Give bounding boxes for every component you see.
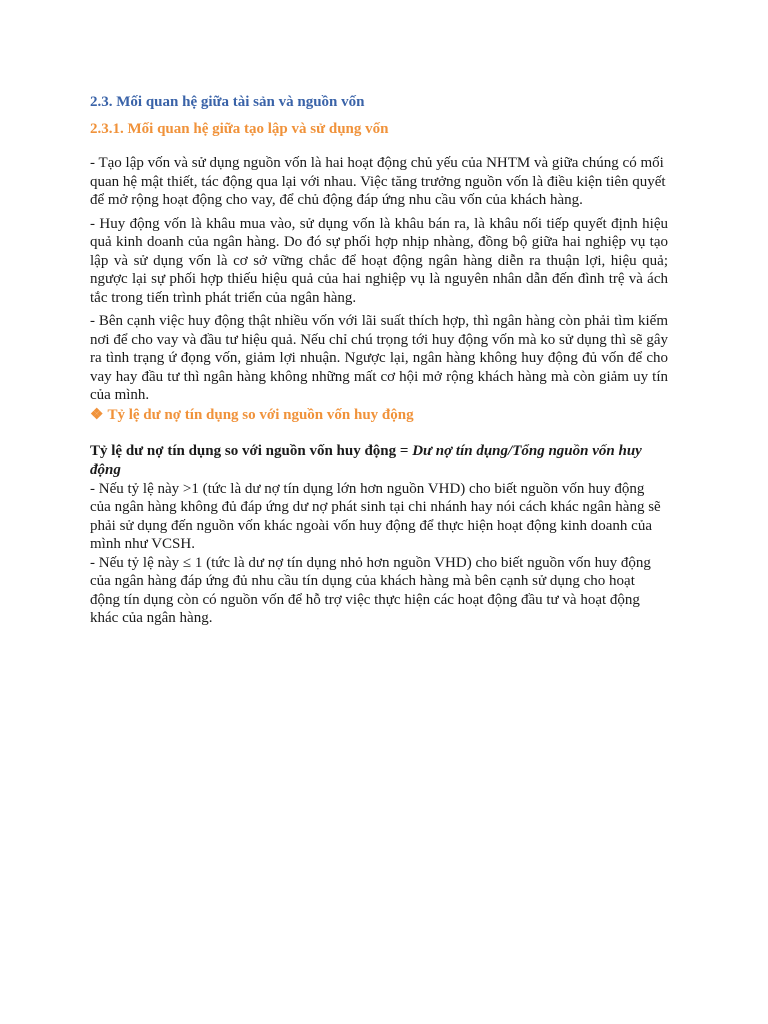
formula-rhs: Dư nợ tín dụng/Tổng nguồn vốn huy động [90,442,642,478]
formula-lhs: Tỷ lệ dư nợ tín dụng so với nguồn vốn huy động = [90,442,413,459]
paragraph-3: - Bên cạnh việc huy động thật nhiều vốn với lãi suất thích hợp, thì ngân hàng còn phải tìm kiếm nơi để cho vay và đầu tư hiệu quả. Nếu chỉ chú trọng tới huy động vốn mà ko sử dụng thì sẽ gây ra tình trạng ứ đọng vốn, giảm lợi nhuận. Ngược lại, ngân hàng không huy động đủ vốn để cho vay hay đầu tư thì ngân hàng không những mất cơ hội mở rộng khách hàng mà còn giảm uy tín của mình. [90,313,668,403]
ratio-formula [90,442,668,480]
document-body [90,92,668,628]
bullet-heading-text: Tỷ lệ dư nợ tín dụng so với nguồn vốn huy động [107,406,414,423]
condition-greater-than-one: - Nếu tỷ lệ này >1 (tức là dư nợ tín dụng lớn hơn nguồn VHD) cho biết nguồn vốn huy động của ngân hàng không đủ đáp ứng dư nợ phát sinh tại chi nhánh hay nói cách khác ngân hàng sẽ phải sử dụng đến nguồn vốn khác ngoài vốn huy động để thực hiện hoạt động kinh doanh của mình như VCSH. [90,480,661,552]
condition-less-or-equal-one: - Nếu tỷ lệ này ≤ 1 (tức là dư nợ tín dụng nhỏ hơn nguồn VHD) cho biết nguồn vốn huy động của ngân hàng đáp ứng đủ nhu cầu tín dụng của khách hàng mà bên cạnh sử dụng cho hoạt động tín dụng còn có nguồn vốn để hỗ trợ việc thực hiện các hoạt động đầu tư và hoạt động khác của ngân hàng. [90,554,651,626]
diamond-bullet-icon: ❖ [90,406,104,423]
section-heading: 2.3. Mối quan hệ giữa tài sản và nguồn vốn [90,94,365,110]
paragraph-1: - Tạo lập vốn và sử dụng nguồn vốn là hai hoạt động chủ yếu của NHTM và giữa chúng có mối quan hệ mật thiết, tác động qua lại với nhau. Việc tăng trưởng nguồn vốn là điều kiện tiên quyết để mở rộng hoạt động cho vay, để chủ động đáp ứng nhu cầu vốn của khách hàng. [90,155,666,208]
paragraph-2: - Huy động vốn là khâu mua vào, sử dụng vốn là khâu bán ra, là khâu nối tiếp quyết định hiệu quả kinh doanh của ngân hàng. Do đó sự phối hợp nhịp nhàng, đồng bộ giữa hai nghiệp vụ tạo lập và sử dụng vốn là cơ sở vững chắc để hoạt động ngân hàng diễn ra thuận lợi, hiệu quả; ngược lại sự phối hợp thiếu hiệu quả của hai nghiệp vụ là nguyên nhân dẫn đến đình trệ và ách tắc trong tiến trình phát triển của ngân hàng. [90,215,668,306]
bullet-heading [90,405,668,425]
subsection-heading: 2.3.1. Mối quan hệ giữa tạo lập và sử dụng vốn [90,121,389,137]
